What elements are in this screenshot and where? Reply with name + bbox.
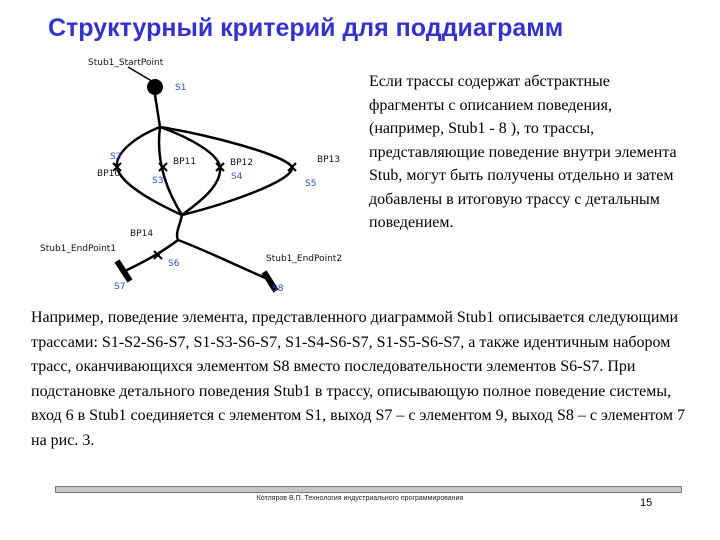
label-end-point2: Stub1_EndPoint2: [266, 254, 343, 264]
stub-diagram: [30, 55, 360, 300]
label-end-point1: Stub1_EndPoint1: [40, 244, 117, 254]
path-to-endpoint2: [178, 240, 270, 280]
label-s3: S3: [152, 176, 164, 186]
label-bp12: BP12: [230, 158, 254, 168]
side-explanation-text: Если трассы содержат абстрактные фрагменты с описанием поведения, (например, Stub1 - 8 ), то трассы, представляющие поведение внутри элемента Stub, могут быть получены отдельно и затем добавлены в итоговую трассу с детальным поведением.: [369, 73, 677, 231]
label-bp14: BP14: [130, 229, 154, 239]
label-s5: S5: [305, 179, 317, 189]
label-s2: S2: [110, 152, 122, 162]
slide-title: Структурный критерий для поддиаграмм: [48, 14, 564, 42]
path-branch-s2: [117, 127, 182, 215]
page-number: 15: [640, 497, 653, 509]
path-branch-s3: [159, 127, 182, 215]
label-bp11: BP11: [173, 157, 197, 167]
path-branch-s5: [160, 127, 292, 215]
label-s1: S1: [175, 83, 187, 93]
path-start-to-split: [155, 95, 160, 127]
label-bp13: BP13: [317, 155, 341, 165]
path-join-to-bp14: [177, 215, 182, 240]
responsibility-marks: [113, 163, 296, 259]
label-start-point: Stub1_StartPoint: [88, 58, 164, 68]
label-s6: S6: [168, 259, 180, 269]
label-s4: S4: [231, 172, 243, 182]
body-paragraph: Например, поведение элемента, представленного диаграммой Stub1 описывается следующими трассами: S1-S2-S6-S7, S1-S3-S6-S7, S1-S4-S6-S7, S1-S5-S6-S7, а также идентичным набором трасс, оканчивающихся элементом S8 вместо последовательности элементов S6-S7. При подстановке детального поведения Stub1 в трассу, описывающую полное поведение системы, вход 6 в Stub1 соединяется с элементом S1, выход S7 – с элементом 9, выход S8 – с элементом 7 на рис. 3.: [31, 309, 685, 449]
footer-text: Котляров В.П. Технология индустриального программирования: [256, 495, 464, 502]
path-branch-s4: [160, 127, 220, 215]
start-point-node: [147, 79, 163, 95]
footer-divider: [55, 486, 682, 493]
label-s7: S7: [114, 282, 126, 292]
label-bp10: BP10: [97, 169, 121, 179]
label-s8: S8: [272, 284, 284, 294]
end-point1-bar: [117, 261, 130, 281]
